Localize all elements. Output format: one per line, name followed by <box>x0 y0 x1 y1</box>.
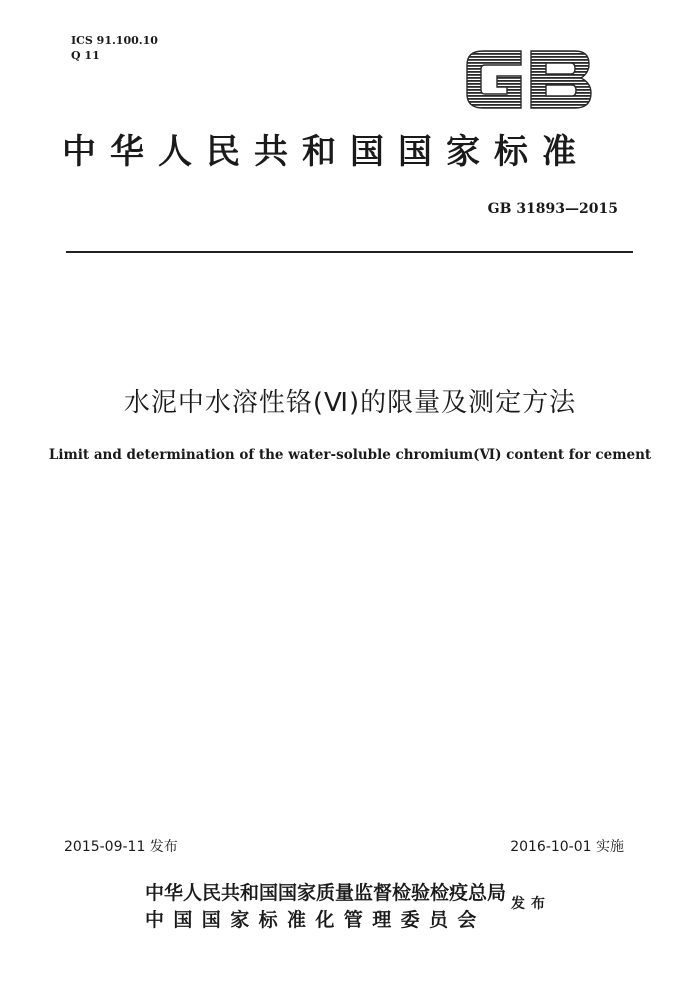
issuer-sac: 中国国家标准化管理委员会 <box>145 909 486 931</box>
classification-codes <box>71 33 158 63</box>
issuer-aqsiq: 中华人民共和国国家质量监督检验检疫总局 <box>145 882 507 904</box>
gb-logo-icon <box>461 47 594 112</box>
publish-label: 发布 <box>511 896 551 912</box>
implementation-date: 2016-10-01 实施 <box>510 839 624 855</box>
document-title-chinese: 水泥中水溶性铬(Ⅵ)的限量及测定方法 <box>123 388 577 418</box>
document-title-english: Limit and determination of the water-soluble chromium(Ⅵ) content for cement <box>48 447 652 463</box>
issue-date: 2015-09-11 发布 <box>64 839 178 855</box>
header-divider <box>66 251 633 253</box>
ics-code: ICS 91.100.10 <box>71 34 158 47</box>
standard-name: 中华人民共和国国家标准 <box>62 132 590 172</box>
standard-number: GB 31893—2015 <box>487 201 618 217</box>
ccs-code: Q 11 <box>71 49 100 62</box>
